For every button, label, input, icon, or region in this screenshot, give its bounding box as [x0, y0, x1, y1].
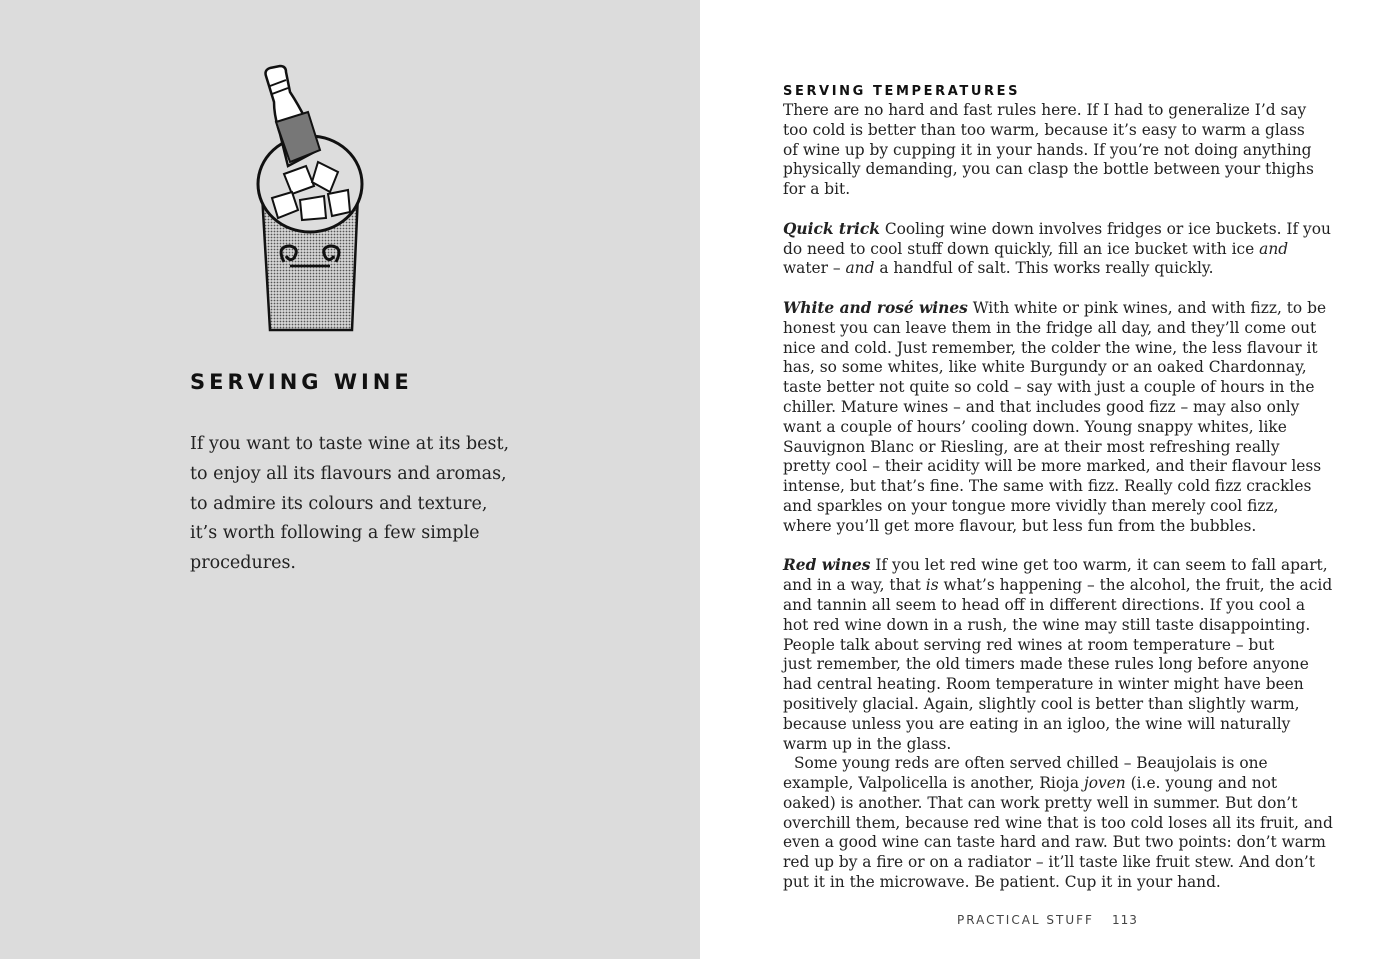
text-line: physically demanding, you can clasp the bottle between your thighs — [783, 160, 1314, 179]
text-line: chiller. Mature wines – and that includes good fizz – may also only — [783, 397, 1300, 416]
text-fragment: If you let red wine get too warm, it can seem to fall apart, — [870, 556, 1328, 575]
text-fragment: water – — [783, 259, 846, 278]
text-fragment: what’s happening – the alcohol, the fruit, the acid — [938, 576, 1333, 595]
text-line: intense, but that’s fine. The same with fizz. Really cold fizz crackles — [783, 477, 1312, 496]
text-line: pretty cool – their acidity will be more marked, and their flavour less — [783, 457, 1322, 476]
text-fragment: a handful of salt. This works really quickly. — [874, 259, 1214, 278]
wine-bottle-in-ice-bucket-icon — [240, 62, 380, 340]
intro-line: to enjoy all its flavours and aromas, — [190, 463, 507, 484]
text-line: There are no hard and fast rules here. If I had to generalize I’d say — [783, 101, 1307, 119]
text-line: honest you can leave them in the fridge all day, and they’ll come out — [783, 318, 1317, 337]
text-line: overchill them, because red wine that is too cold loses all its fruit, and — [783, 813, 1333, 832]
text-fragment: Cooling wine down involves fridges or ice buckets. If you — [879, 219, 1331, 238]
runin-heading: Quick trick — [783, 219, 880, 238]
text-line: because unless you are eating in an igloo, the wine will naturally — [783, 714, 1291, 733]
runin-heading: White and rosé wines — [783, 298, 968, 317]
text-line: warm up in the glass. — [783, 734, 952, 753]
text-line: and tannin all seem to head off in different directions. If you cool a — [783, 595, 1306, 614]
paragraph-general — [783, 101, 1343, 200]
text-line: and sparkles on your tongue more vividly than merely cool fizz, — [783, 496, 1279, 515]
text-fragment: (i.e. young and not — [1125, 774, 1278, 793]
intro-line: procedures. — [190, 553, 296, 574]
text-line: taste better not quite so cold – say with just a couple of hours in the — [783, 378, 1315, 397]
intro-line: If you want to taste wine at its best, — [190, 434, 510, 454]
emphasis: and — [845, 259, 875, 278]
emphasis: joven — [1083, 774, 1126, 793]
paragraph-red-wines — [783, 556, 1343, 754]
section-heading: SERVING TEMPERATURES — [783, 84, 1021, 99]
runin-heading: Red wines — [783, 556, 871, 575]
text-fragment: example, Valpolicella is another, Rioja — [783, 774, 1084, 793]
intro-line: to admire its colours and texture, — [190, 493, 488, 514]
page-title: SERVING WINE — [190, 370, 413, 394]
text-line: nice and cold. Just remember, the colder the wine, the less flavour it — [783, 338, 1318, 357]
emphasis: and — [1259, 239, 1289, 258]
intro-line: it’s worth following a few simple — [190, 523, 480, 544]
text-line: too cold is better than too warm, because it’s easy to warm a glass — [783, 120, 1305, 139]
text-fragment: With white or pink wines, and with fizz, to be — [967, 298, 1327, 317]
paragraph-quick-trick — [783, 220, 1343, 279]
text-line: oaked) is another. That can work pretty well in summer. But don’t — [783, 793, 1298, 812]
text-line: for a bit. — [783, 180, 851, 199]
paragraph-white-rose — [783, 299, 1343, 537]
text-line: of wine up by cupping it in your hands. If you’re not doing anything — [783, 140, 1312, 159]
text-line: Sauvignon Blanc or Riesling, are at their most refreshing really — [783, 437, 1280, 456]
body-text — [783, 82, 1343, 893]
running-footer-section: PRACTICAL STUFF — [957, 913, 1094, 927]
text-line: hot red wine down in a rush, the wine may still taste disappointing. — [783, 615, 1311, 634]
text-line: People talk about serving red wines at room temperature – but — [783, 635, 1275, 654]
text-line: want a couple of hours’ cooling down. Young snappy whites, like — [783, 417, 1287, 436]
text-fragment: do need to cool stuff down quickly, fill an ice bucket with ice — [783, 239, 1260, 258]
text-line: red up by a fire or on a radiator – it’ll taste like fruit stew. And don’t — [783, 853, 1315, 872]
text-fragment: and in a way, that — [783, 576, 926, 595]
text-line: just remember, the old timers made these rules long before anyone — [783, 655, 1309, 674]
text-line: put it in the microwave. Be patient. Cup it in your hand. — [783, 873, 1221, 892]
text-line: even a good wine can taste hard and raw. But two points: don’t warm — [783, 833, 1326, 852]
text-line: where you’ll get more flavour, but less fun from the bubbles. — [783, 516, 1257, 535]
text-line: Some young reds are often served chilled – Beaujolais is one — [794, 754, 1268, 773]
text-line: had central heating. Room temperature in winter might have been — [783, 675, 1304, 694]
text-line: positively glacial. Again, slightly cool is better than slightly warm, — [783, 694, 1300, 713]
page-number: 113 — [1111, 913, 1138, 927]
intro-paragraph — [190, 430, 520, 579]
text-line: has, so some whites, like white Burgundy or an oaked Chardonnay, — [783, 358, 1307, 377]
emphasis: is — [925, 576, 939, 595]
paragraph-young-reds — [783, 754, 1343, 893]
page-footer — [957, 913, 1138, 927]
